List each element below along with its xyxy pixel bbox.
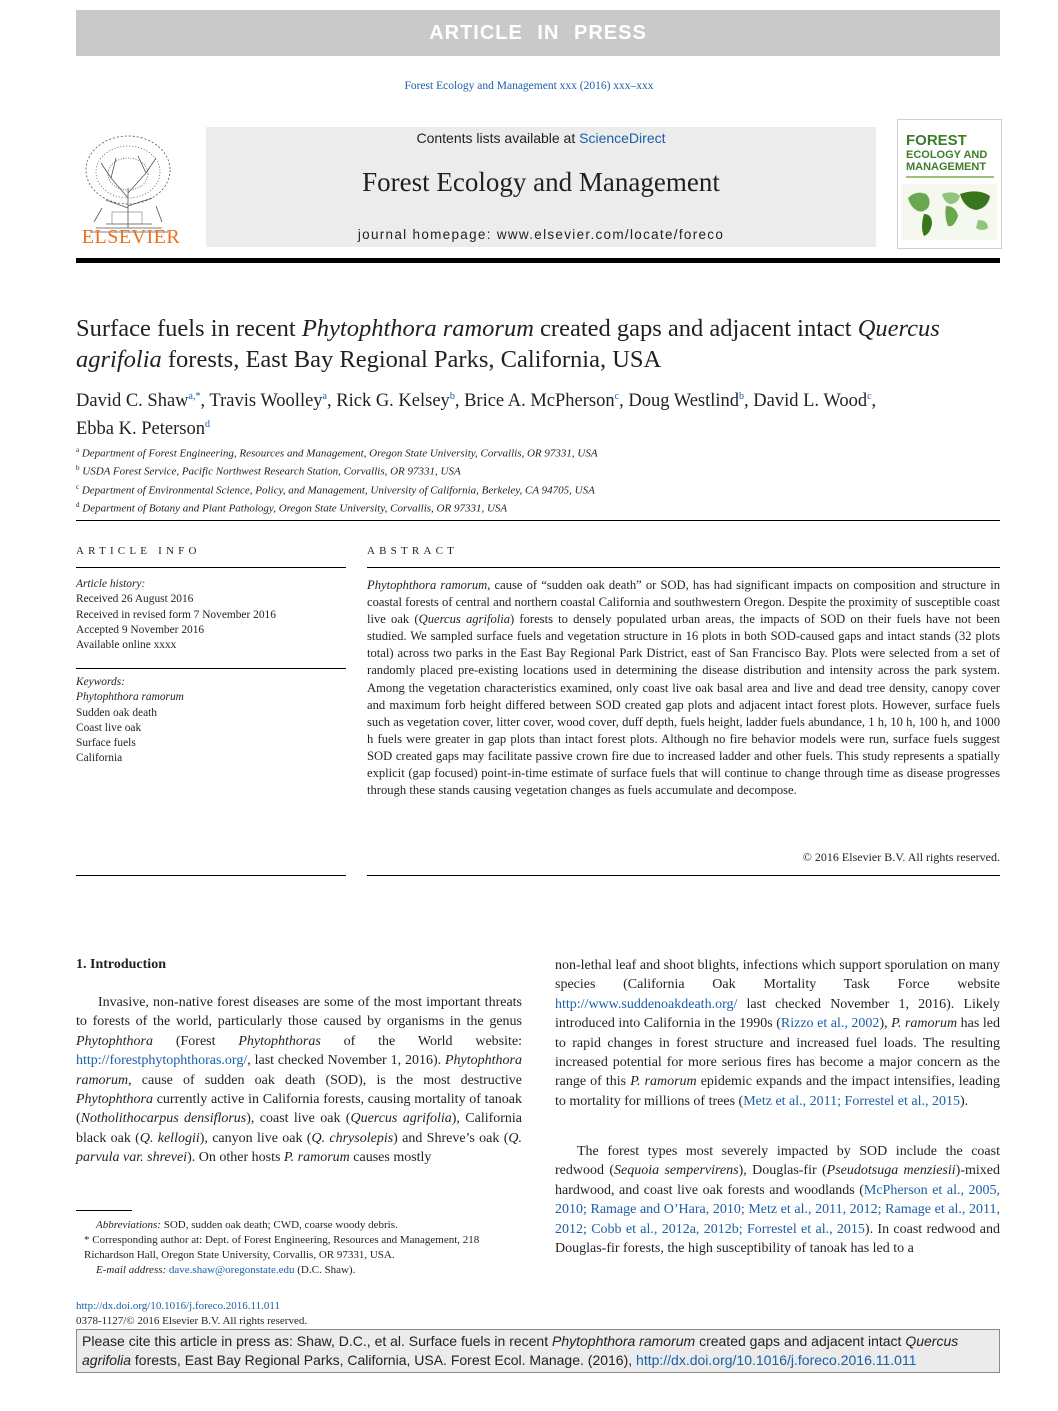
- affiliation-marker: d: [76, 500, 80, 509]
- header-divider: [76, 258, 1000, 263]
- cover-world-map-icon: [902, 184, 997, 240]
- keyword-list: [76, 675, 346, 767]
- title-text: Surface fuels in recent: [76, 315, 302, 342]
- keyword-item: Sudden oak death: [76, 706, 157, 719]
- author-affil-marker[interactable]: b: [449, 391, 455, 402]
- forestphytophthoras-link[interactable]: http://forestphytophthoras.org/: [76, 1053, 248, 1069]
- copyright-notice: © 2016 Elsevier B.V. All rights reserved.: [802, 850, 1000, 864]
- abstract-italic: Quercus agrifolia: [418, 612, 511, 627]
- article-info-bottom-divider: [76, 875, 346, 876]
- keyword-item: California: [76, 752, 123, 765]
- author-name[interactable]: David L. Wood: [753, 391, 868, 412]
- history-label: Article history:: [76, 578, 146, 590]
- doi-link[interactable]: http://dx.doi.org/10.1016/j.foreco.2016.11.011: [76, 1300, 280, 1312]
- doi-block: [76, 1299, 522, 1329]
- abbreviations-footnote: Abbreviations: SOD, sudden oak death; CWD, coarse woody debris.: [96, 1219, 398, 1231]
- author-separator: ,: [744, 391, 754, 412]
- author-name[interactable]: Ebba K. Peterson: [76, 419, 205, 440]
- issn-line: 0378-1127/© 2016 Elsevier B.V. All rights reserved.: [76, 1315, 308, 1327]
- history-item: Received in revised form 7 November 2016: [76, 608, 276, 621]
- author-separator: ,: [200, 391, 210, 412]
- cover-title-line3: MANAGEMENT: [906, 161, 987, 173]
- cover-title-line2: ECOLOGY AND: [906, 149, 988, 161]
- author-separator: ,: [454, 391, 465, 412]
- sciencedirect-link[interactable]: ScienceDirect: [579, 130, 666, 146]
- affiliation-divider: [76, 520, 1000, 521]
- author-affil-marker[interactable]: c: [867, 391, 872, 402]
- keyword-item: Coast live oak: [76, 721, 142, 734]
- abstract-heading: ABSTRACT: [367, 545, 459, 557]
- cover-title-line1: FOREST: [906, 132, 967, 149]
- abstract-text: , cause of “sudden oak death” or SOD, has had significant impacts on composition and structure in coastal forests of central and northern coastal California and southwestern Oregon. Despite the proximity of susceptible coast live oak (: [367, 578, 1000, 627]
- author-affil-marker[interactable]: c: [614, 391, 620, 402]
- history-item: Available online xxxx: [76, 639, 177, 652]
- affiliation-marker: a: [76, 446, 80, 454]
- author-separator: ,: [871, 391, 877, 412]
- footnote-divider: [76, 1210, 132, 1211]
- banner-text: ARTICLE IN PRESS: [429, 21, 647, 44]
- author-affil-marker[interactable]: a: [322, 391, 327, 402]
- contents-line: [206, 130, 876, 146]
- abstract-divider: [367, 567, 1000, 568]
- elsevier-logo[interactable]: [76, 128, 186, 250]
- affiliation-item: [76, 443, 996, 461]
- author-name[interactable]: David C. Shaw: [76, 391, 189, 412]
- title-text: created gaps and adjacent intact: [533, 315, 858, 342]
- journal-header: [206, 127, 876, 247]
- intro-paragraph: Invasive, non-native forest diseases are some of the most important threats to forests of the world, particularly those caused by organisms in the genus Phytophthora (Forest Phytophthoras of the World website: http://forestphytophthoras.org/, last checked November 1, 2016). Phytophthora ramorum, cause of sudden oak death (SOD), is the most destructive Phytophthora currently active in California forests, causing mortality of tanoak (Notholithocarpus densiflorus), coast live oak (Quercus agrifolia), California black oak (Q. kellogii), canyon live oak (Q. chrysolepis) and Shreve’s oak (Q. parvula var. shrevei). On other hosts P. ramorum causes mostly: [76, 995, 523, 1166]
- citation-link[interactable]: Rizzo et al., 2002: [780, 1016, 880, 1032]
- author-separator: ,: [327, 391, 337, 412]
- affiliation-item: [76, 480, 996, 498]
- affiliation-text: USDA Forest Service, Pacific Northwest Research Station, Corvallis, OR 97331, USA: [82, 465, 461, 478]
- author-name[interactable]: Doug Westlind: [628, 391, 740, 412]
- intro-paragraph: The forest types most severely impacted by SOD include the coast redwood (Sequoia sempervirens), Douglas-fir (Pseudotsuga menziesii)-mixed hardwood, and coast live oak forests and woodlands (McPherson et al., 2005, 2010; Ramage and O’Hara, 2010; Metz et al., 2011, 2012; Ramage et al., 2011, 2012; Cobb et al., 2012a, 2012b; Forrestel et al., 2015). In coast redwood and Douglas-fir forests, the high susceptibility of tanoak has led to a: [555, 1144, 1001, 1257]
- keyword-item: Phytophthora ramorum: [76, 691, 184, 704]
- affiliation-item: [76, 498, 996, 516]
- keywords-divider: [76, 668, 346, 669]
- journal-homepage[interactable]: journal homepage: www.elsevier.com/locate/foreco: [357, 227, 725, 242]
- abstract-body: [367, 577, 1000, 799]
- email-link[interactable]: dave.shaw@oregonstate.edu: [168, 1264, 295, 1276]
- history-item: Accepted 9 November 2016: [76, 623, 205, 636]
- affiliation-list: [76, 443, 996, 516]
- elsevier-wordmark: ELSEVIER: [81, 226, 181, 248]
- affiliation-item: [76, 461, 996, 479]
- citation-box: Please cite this article in press as: Shaw, D.C., et al. Surface fuels in recent Phytophthora ramorum created gaps and adjacent intact Quercus agrifolia forests, East Bay Regional Parks, California, USA. Forest Ecol. Manage. (2016), http://dx.doi.org/10.1016/j.foreco.2016.11.011: [76, 1329, 1000, 1373]
- article-info-heading: ARTICLE INFO: [76, 545, 201, 557]
- journal-cover-image[interactable]: [897, 119, 1002, 249]
- abstract-italic: Phytophthora ramorum: [367, 578, 488, 592]
- article-info-divider: [76, 567, 346, 568]
- author-name[interactable]: Travis Woolley: [209, 391, 323, 412]
- corresponding-author-footnote: * Corresponding author at: Dept. of Forest Engineering, Resources and Management, 218 Richardson Hall, Oregon State University, Corvallis, OR 97331, USA.: [84, 1234, 480, 1261]
- abstract-bottom-divider: [367, 875, 1000, 876]
- author-affil-marker[interactable]: d: [204, 419, 210, 431]
- affiliation-marker: c: [76, 482, 80, 491]
- article-title: [76, 313, 976, 375]
- suddenoakdeath-link[interactable]: http://www.suddenoakdeath.org/: [555, 996, 738, 1012]
- intro-paragraph-continued: non-lethal leaf and shoot blights, infections which support sporulation on many species (California Oak Mortality Task Force website http://www.suddenoakdeath.org/ last checked November 1, 2016). Likely introduced into California in the 1990s (Rizzo et al., 2002), P. ramorum has led to rapid changes in forest structure and increased fuel loads. The resulting increased potential for more serious fires has become a major concern as the range of this P. ramorum epidemic expands and the impact intensifies, leading to mortality for millions of trees (Metz et al., 2011; Forrestel et al., 2015).: [555, 958, 1000, 1109]
- citation-link[interactable]: McPherson et al., 2005, 2010; Ramage and O’Hara, 2010; Metz et al., 2011, 2012; Ramage et al., 2011, 2012; Cobb et al., 2012a, 2012b; Forrestel et al., 2015: [555, 1182, 1000, 1237]
- author-name[interactable]: Brice A. McPherson: [464, 391, 615, 412]
- affiliation-marker: b: [76, 464, 80, 473]
- journal-citation-line[interactable]: Forest Ecology and Management xxx (2016) xxx–xxx: [404, 80, 654, 92]
- affiliation-text: Department of Forest Engineering, Resources and Management, Oregon State University, Corvallis, OR 97331, USA: [81, 447, 598, 460]
- footnotes: [76, 1218, 522, 1278]
- author-separator: ,: [619, 391, 629, 412]
- keywords-label: Keywords:: [76, 676, 125, 688]
- cite-doi-link[interactable]: http://dx.doi.org/10.1016/j.foreco.2016.11.011: [636, 1352, 917, 1368]
- contents-prefix: Contents lists available at: [416, 130, 580, 146]
- author-list: [76, 385, 1006, 441]
- email-footnote: E-mail address: dave.shaw@oregonstate.edu (D.C. Shaw).: [96, 1264, 356, 1276]
- author-affil-marker[interactable]: b: [739, 391, 745, 402]
- article-in-press-banner: [76, 10, 1000, 56]
- author-affil-marker[interactable]: a,*: [188, 391, 201, 402]
- section-heading-introduction: 1. Introduction: [76, 957, 166, 972]
- affiliation-text: Department of Botany and Plant Pathology, Oregon State University, Corvallis, OR 97331, USA: [82, 502, 508, 515]
- article-history: [76, 577, 346, 653]
- journal-title[interactable]: Forest Ecology and Management: [362, 167, 720, 197]
- citation-link[interactable]: Metz et al., 2011; Forrestel et al., 2015: [743, 1093, 961, 1109]
- title-italic-species: Quercus agrifolia: [76, 315, 940, 373]
- history-item: Received 26 August 2016: [76, 593, 194, 606]
- affiliation-text: Department of Environmental Science, Policy, and Management, University of California, Berkeley, CA 94705, USA: [81, 484, 595, 497]
- title-italic-species: Phytophthora ramorum: [301, 315, 534, 342]
- abstract-text: ) forests to densely populated urban areas, the impacts of SOD on their fuels have not been studied. We sampled surface fuels and vegetation structure in 16 plots in both SOD-caused gaps and intact stands (32 plots total) across two parks in the East Bay Regional Park District, east of San Francisco Bay. Plots were selected from a set of randomly placed pre-existing locations used in determining the disease distribution and intensity across the park system. Among the vegetation characteristics examined, only coast live oak basal area and live and dead tree density, canopy cover and maximum forb height differed between SOD created gap plots and adjacent intact forest plots. However, surface fuels such as vegetation cover, litter cover, wood cover, duff depth, fuels height, ladder fuels abundance, 1 h, 10 h, 100 h, and 1000 h fuels were greater in gap plots than intact forest plots. Although no fire behavior models were run, surface fuels suggest SOD created gaps may facilitate passive crown fire due to increased ladder and other fuels. This study represents a spatially explicit (gap focused) point-in-time estimate of surface fuels that will continue to change through time as disease progresses through these stands causing vegetation changes as fuels accumulate and decompose.: [367, 612, 1001, 798]
- keyword-item: Surface fuels: [76, 737, 136, 750]
- author-name[interactable]: Rick G. Kelsey: [336, 391, 450, 412]
- title-text: forests, East Bay Regional Parks, California, USA: [161, 346, 662, 373]
